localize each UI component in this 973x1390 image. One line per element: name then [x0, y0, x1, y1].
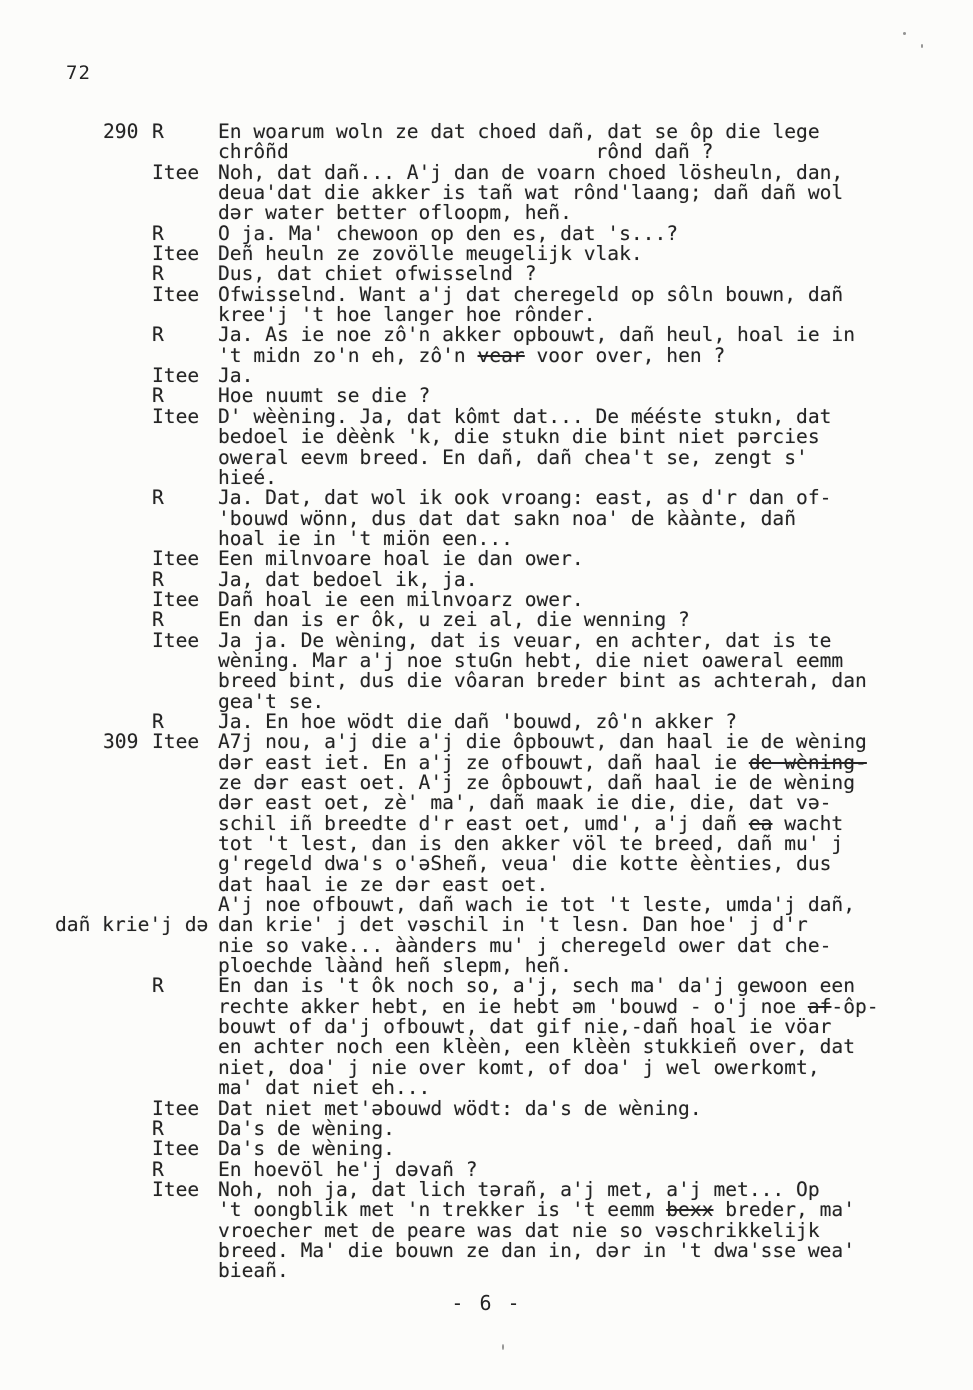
line-text: ze dər east oet. A'j ze ôpbouwt, dañ haal ie de wèning: [218, 771, 856, 794]
scan-speck: [502, 1344, 504, 1350]
transcript-line: [103, 244, 933, 264]
transcript-line: [103, 1177, 933, 1201]
speaker-label: Itee: [152, 1177, 200, 1201]
speaker-label: [152, 834, 218, 854]
line-text: nie so vake... àànders mu' j cheregeld ower dat che-: [218, 933, 832, 957]
line-text: En woarum woln ze dat choed dañ, dat se ôp die lege: [218, 120, 820, 143]
transcript-line: [103, 1116, 933, 1140]
speaker-label: R: [152, 608, 164, 632]
line-text: breed bint, dus die vôaran breder bint as achterah, dan: [218, 669, 867, 693]
transcript-line: [103, 465, 933, 489]
line-text: breed. Ma' die bouwn ze dan in, dər in 't dwa'sse wea': [218, 1238, 856, 1262]
line-number: [103, 671, 152, 691]
scan-speck: [921, 44, 923, 48]
line-text: wèning. Mar a'j noe stuGn hebt, die niet oaweral eemm: [218, 648, 844, 672]
line-number: [103, 264, 152, 284]
line-text: dan krie' j det vəschil in 't lesn. Dan hoe' j d'r: [218, 913, 808, 937]
line-number: [103, 773, 152, 793]
speaker-label: [152, 1037, 218, 1057]
transcript-line: [103, 1218, 933, 1242]
speaker-label: Itee: [152, 364, 200, 388]
line-text: niet, doa' j nie over komt, of doa' j wel owerkomt,: [218, 1055, 820, 1079]
speaker-label: R: [152, 262, 164, 286]
speaker-label: R: [152, 709, 164, 733]
line-number: [103, 203, 152, 223]
speaker-label: Itee: [152, 282, 200, 306]
line-number: [103, 468, 152, 488]
transcript-line: [103, 587, 933, 611]
line-text: ploechde làànd heñ slepm, heñ.: [218, 954, 572, 978]
speaker-label: [152, 854, 218, 874]
transcript-line: [103, 1261, 933, 1281]
transcript-line: [103, 203, 933, 223]
transcript-line: [103, 506, 933, 530]
line-number: [103, 1221, 152, 1241]
line-number: [103, 590, 152, 610]
line-text: En hoevöl he'j dəvañ ?: [218, 1157, 478, 1181]
line-text: Ja.: [218, 364, 254, 388]
speaker-label: [152, 509, 218, 529]
struck-text: vear: [477, 343, 525, 367]
line-number: [103, 488, 152, 508]
speaker-label: [152, 651, 218, 671]
speaker-label: R: [152, 974, 164, 998]
speaker-label: [152, 692, 218, 712]
line-text: hoal ie in 't miön een...: [218, 526, 513, 550]
line-number: [103, 1139, 152, 1159]
speaker-label: [152, 1241, 218, 1261]
line-text: rechte akker hebt, en ie hebt əm 'bouwd - o'j noe af-ôp-: [218, 994, 879, 1018]
line-number: [103, 631, 152, 651]
speaker-label: [152, 448, 218, 468]
line-number: [103, 712, 152, 732]
speaker-label: [152, 1261, 218, 1281]
transcript-line: [103, 1157, 933, 1181]
line-number: [103, 448, 152, 468]
speaker-label: [152, 346, 218, 366]
transcript-line: [103, 610, 933, 630]
line-number: [103, 793, 152, 813]
line-number: [103, 895, 152, 915]
speaker-label: Itee: [152, 730, 200, 754]
line-text: vroecher met de peare was dat nie so vəschrikkelijk: [218, 1218, 820, 1242]
line-number: [103, 1200, 152, 1220]
line-text: kree'j 't hoe langer hoe rônder.: [218, 303, 596, 327]
line-text: dat haal ie ze dər east oet.: [218, 872, 549, 896]
line-number: [103, 285, 152, 305]
line-number: [103, 163, 152, 183]
transcript-line: [103, 122, 933, 142]
transcript-line: [103, 750, 933, 774]
line-number: [103, 325, 152, 345]
line-text: 't oongblik met 'n trekker is 't eemm bexx breder, ma': [218, 1198, 856, 1222]
transcript-line: [103, 488, 933, 508]
line-text: dər east oet, zè' ma', dañ maak ie die, die, dat və-: [218, 791, 832, 815]
line-text: Een milnvoare hoal ie dan ower.: [218, 547, 584, 571]
line-number: [103, 346, 152, 366]
speaker-label: Itee: [152, 160, 200, 184]
transcript-line: [103, 1096, 933, 1120]
speaker-label: [152, 203, 218, 223]
scan-speck: [903, 32, 906, 35]
transcript-line: [103, 526, 933, 550]
line-text: hieé.: [218, 465, 277, 489]
line-number: [103, 692, 152, 712]
transcript-line: [103, 811, 933, 835]
transcript-line: [103, 976, 933, 996]
speaker-label: [152, 671, 218, 691]
transcript-line: [103, 773, 933, 793]
line-text: gea't se.: [218, 689, 325, 713]
speaker-label: [152, 142, 218, 162]
line-number: [103, 1160, 152, 1180]
struck-text: af: [807, 994, 832, 1018]
speaker-label: [152, 1200, 218, 1220]
line-number: [103, 1261, 152, 1281]
speaker-label: [152, 875, 218, 895]
line-number: [103, 427, 152, 447]
speaker-label: Itee: [152, 242, 200, 266]
transcript-line: [103, 671, 933, 691]
transcript-line: [103, 1139, 933, 1159]
line-number: [103, 570, 152, 590]
transcript-line: [103, 160, 933, 184]
transcript-line: [103, 834, 933, 854]
speaker-label: [152, 305, 218, 325]
transcript-line: [103, 793, 933, 813]
transcript-line: [103, 1238, 933, 1262]
transcript-line: [103, 142, 933, 162]
line-number: [103, 1017, 152, 1037]
transcript-line: [103, 1078, 933, 1098]
transcript-line: [103, 956, 933, 976]
speaker-label: [152, 793, 218, 813]
line-number: [103, 997, 152, 1017]
line-text: chrôñd rônd dañ ?: [218, 140, 714, 164]
transcript-line: [103, 305, 933, 325]
line-text: A7j nou, a'j die a'j die ôpbouwt, dan haal ie de wèning: [218, 730, 867, 754]
line-text: Dañ hoal ie een milnvoarz ower.: [218, 587, 584, 611]
line-number: [103, 224, 152, 244]
line-number: [103, 1078, 152, 1098]
line-number: [103, 976, 152, 996]
line-text: g'regeld dwa's o'əSheñ, veua' die kotte èènties, dus: [218, 852, 832, 876]
line-number: [103, 936, 152, 956]
speaker-label: R: [152, 567, 164, 591]
page-number-bottom: - 6 -: [451, 1291, 522, 1315]
speaker-label: R: [152, 221, 164, 245]
line-number: 290: [103, 120, 139, 143]
speaker-label: [152, 1017, 218, 1037]
line-number: [103, 386, 152, 406]
speaker-label: R: [152, 384, 164, 408]
transcript-line: [103, 994, 933, 1018]
speaker-label: [152, 956, 218, 976]
line-text: Deñ heuln ze zovölle meugelijk vlak.: [218, 242, 643, 266]
line-text: Hoe nuumt se die ?: [218, 384, 431, 408]
transcript-line: [103, 854, 933, 874]
speaker-label: [152, 183, 218, 203]
line-number: [103, 1099, 152, 1119]
line-text: Da's de wèning.: [218, 1137, 395, 1161]
line-number: [103, 1180, 152, 1200]
page-number-top: 72: [66, 62, 91, 84]
transcript-line: [103, 648, 933, 672]
line-text: 'bouwd wönn, dus dat dat sakn noa' de kàànte, dañ: [218, 506, 797, 530]
transcript-line: [103, 1037, 933, 1057]
transcript-line: [103, 445, 933, 469]
transcript-line: [103, 549, 933, 569]
line-text: Ja. Dat, dat wol ik ook vroang: east, as d'r dan of-: [218, 486, 832, 510]
transcript-line: [103, 427, 933, 447]
speaker-label: [152, 468, 218, 488]
transcript-line: [103, 325, 933, 345]
line-text: tot 't lest, dan is den akker völ te breed, dañ mu' j: [218, 832, 844, 856]
speaker-label: [152, 1078, 218, 1098]
line-number: [103, 509, 152, 529]
line-text: bedoel ie dèènk 'k, die stukn die bint niet pərcies: [218, 425, 820, 449]
transcript-line: [103, 1017, 933, 1037]
line-text: oweral eevm breed. En dañ, dañ chea't se, zengt s': [218, 445, 808, 469]
line-number: [103, 366, 152, 386]
line-number: [103, 1119, 152, 1139]
line-number: [103, 956, 152, 976]
transcript-line: [103, 282, 933, 306]
transcript-line: [103, 709, 933, 733]
speaker-label: [152, 997, 218, 1017]
speaker-label: Itee: [152, 1096, 200, 1120]
line-number: [103, 834, 152, 854]
transcript-line: [103, 567, 933, 591]
speaker-label: [152, 936, 218, 956]
line-number: [103, 1037, 152, 1057]
struck-text: ea: [748, 811, 773, 835]
transcript-line: [103, 343, 933, 367]
line-number: [103, 142, 152, 162]
line-text: D' wèèning. Ja, dat kômt dat... De mééste stukn, dat: [218, 404, 832, 428]
line-number: [103, 651, 152, 671]
struck-text: bexx: [666, 1198, 714, 1222]
line-number: [103, 407, 152, 427]
transcript-line: [103, 872, 933, 896]
line-text: Ja. En hoe wödt die dañ 'bouwd, zô'n akker ?: [218, 709, 738, 733]
line-number: [103, 1058, 152, 1078]
line-text: Ja. As ie noe zô'n akker opbouwt, dañ heul, hoal ie in: [218, 323, 856, 347]
line-text: Dus, dat chiet ofwisselnd ?: [218, 262, 537, 286]
speaker-label: R: [152, 486, 164, 510]
transcript-line: [103, 1200, 933, 1220]
line-number: 309: [103, 730, 139, 754]
line-text: Ja ja. De wèning, dat is veuar, en achter, dat is te: [218, 628, 832, 652]
speaker-label: [152, 1221, 218, 1241]
line-text: ma' dat niet eh...: [218, 1076, 431, 1100]
speaker-label: R: [152, 323, 164, 347]
speaker-label: [152, 529, 218, 549]
line-text: en achter noch een klèèn, een klèèn stukkieñ over, dat: [218, 1035, 856, 1059]
line-number: [103, 875, 152, 895]
speaker-label: Itee: [152, 404, 200, 428]
speaker-label: Itee: [152, 587, 200, 611]
transcript-line: [103, 183, 933, 203]
speaker-label: Itee: [152, 547, 200, 571]
line-text: deua'dat die akker is tañ wat rônd'laang; dañ dañ wol: [218, 181, 844, 205]
line-number: [103, 244, 152, 264]
speaker-label: [152, 1058, 218, 1078]
speaker-label: R: [152, 1157, 164, 1181]
line-number: [103, 305, 152, 325]
line-text: En dan is 't ôk noch so, a'j, sech ma' da'j gewoon een: [218, 974, 856, 998]
line-text: Noh, dat dañ... A'j dan de voarn choed lösheuln, dan,: [218, 160, 844, 184]
line-text: O ja. Ma' chewoon op den es, dat 's...?: [218, 221, 679, 245]
line-number: [103, 814, 152, 834]
line-number: [103, 854, 152, 874]
line-text: dər water better ofloopm, heñ.: [218, 201, 572, 225]
line-text: Dat niet met'əbouwd wödt: da's de wèning.: [218, 1096, 702, 1120]
line-text: bouwt of da'j ofbouwt, dat gif nie,-dañ hoal ie vöar: [218, 1015, 832, 1039]
transcript-line: [103, 264, 933, 284]
transcript-line: [103, 933, 933, 957]
line-text: dər east iet. En a'j ze ofbouwt, dañ haal ie de wèning-: [218, 750, 867, 774]
transcript: [55, 120, 933, 1283]
line-number: [103, 529, 152, 549]
speaker-label: [152, 895, 218, 915]
line-number: [103, 549, 152, 569]
transcript-line: [103, 1055, 933, 1079]
line-number: [103, 610, 152, 630]
margin-insertion: dañ krie'j də: [55, 913, 209, 937]
line-text: schil iñ breedte d'r east oet, umd', a'j dañ ea wacht: [218, 811, 844, 835]
transcript-line: [103, 221, 933, 245]
transcript-line: [103, 386, 933, 406]
speaker-label: Itee: [152, 628, 200, 652]
line-text: A'j noe ofbouwt, dañ wach ie tot 't leste, umda'j dañ,: [218, 893, 856, 917]
speaker-label: [152, 753, 218, 773]
line-text: Ja, dat bedoel ik, ja.: [218, 567, 478, 591]
line-text: Da's de wèning.: [218, 1116, 395, 1140]
line-number: [103, 1241, 152, 1261]
line-text: bieañ.: [218, 1259, 289, 1283]
speaker-label: R: [152, 1116, 164, 1140]
transcript-line: [103, 366, 933, 386]
line-text: 't midn zo'n eh, zô'n vear voor over, hen ?: [218, 343, 726, 367]
speaker-label: [152, 773, 218, 793]
transcript-line: [55, 913, 933, 937]
line-number: [103, 753, 152, 773]
speaker-label: R: [152, 120, 164, 143]
speaker-label: [152, 814, 218, 834]
line-text: Noh, noh ja, dat lich tərañ, a'j met, a'j met... Op: [218, 1177, 820, 1201]
line-text: Ofwisselnd. Want a'j dat cheregeld op sôln bouwn, dañ: [218, 282, 844, 306]
transcript-line: [103, 732, 933, 752]
speaker-label: [152, 427, 218, 447]
transcript-line: [103, 404, 933, 428]
line-number: [103, 183, 152, 203]
line-text: En dan is er ôk, u zei al, die wenning ?: [218, 608, 690, 632]
speaker-label: Itee: [152, 1137, 200, 1161]
struck-text: de wèning-: [748, 750, 867, 774]
transcript-line: [103, 689, 933, 713]
transcript-line: [103, 628, 933, 652]
transcript-line: [103, 895, 933, 915]
